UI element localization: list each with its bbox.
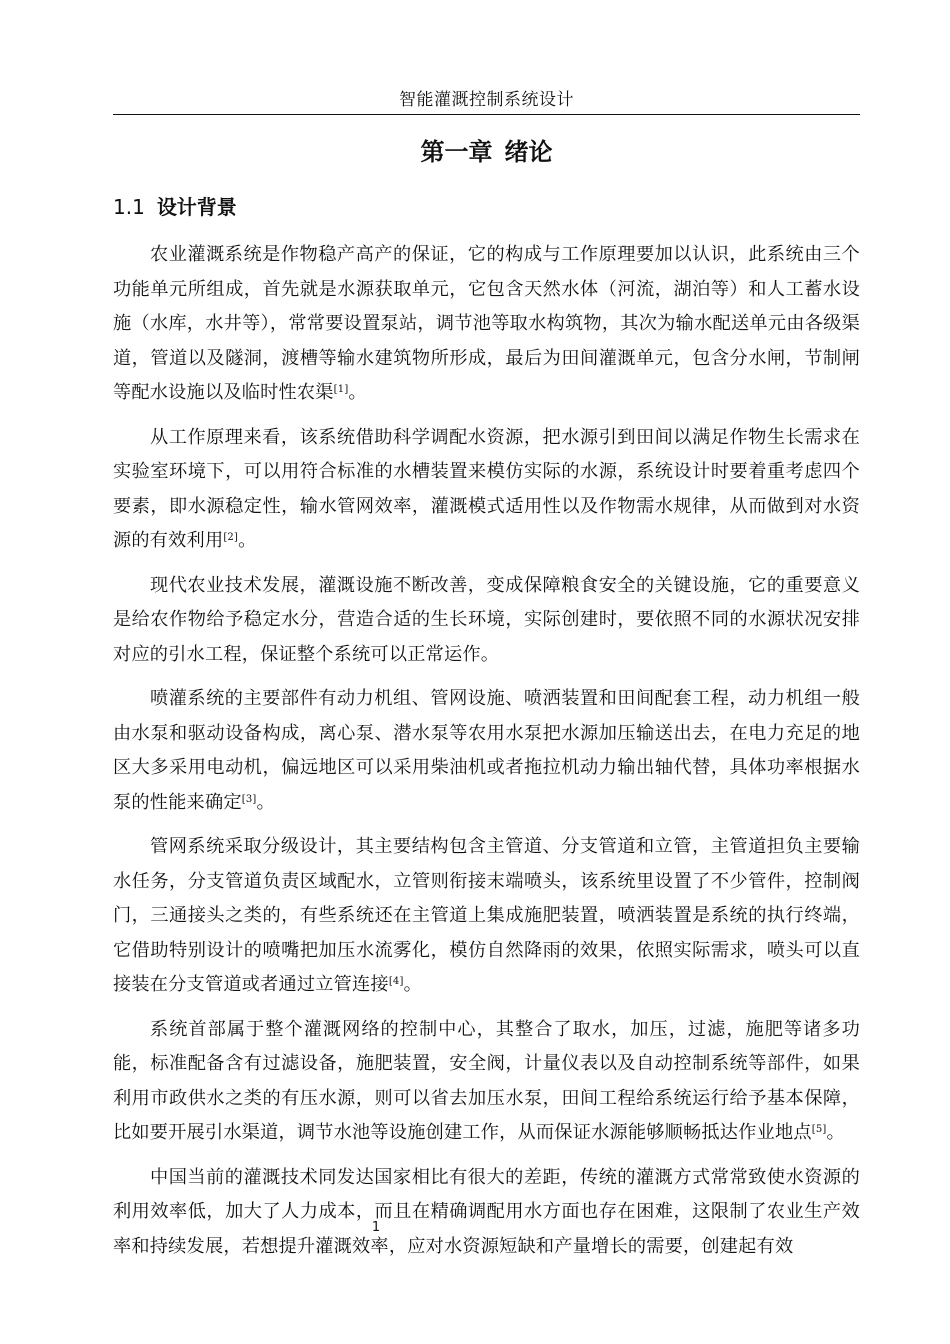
section-number: 1.1 (113, 195, 145, 219)
citation-3: [3] (241, 793, 257, 805)
chapter-name: 绪论 (504, 138, 553, 166)
paragraph-end: 。 (826, 1122, 845, 1143)
chapter-number: 第一章 (420, 138, 493, 166)
paragraph-text: 系统首部属于整个灌溉网络的控制中心，其整合了取水，加压，过滤，施肥等诸多功能，标准配备含有过滤设备，施肥装置，安全阀，计量仪表以及自动控制系统等部件，如果利用市政供水之类的有压水源，则可以省去加压水泵，田间工程给系统运行给予基本保障，比如要开展引水渠道，调节水池等设施创建工作，从而保证水源能够顺畅抵达作业地点 (113, 1018, 860, 1143)
citation-5: [5] (811, 1124, 827, 1135)
paragraph-end: 。 (403, 974, 422, 995)
paragraph-text: 农业灌溉系统是作物稳产高产的保证，它的构成与工作原理要加以认识，此系统由三个功能单元所组成，首先就是水源获取单元，它包含天然水体（河流，湖泊等）和人工蓄水设施（水库，水井等），常常要设置泵站，调节池等取水构筑物，其次为输水配送单元由各级渠道，管道以及隧洞，渡槽等输水建筑物所形成，最后为田间灌溉单元，包含分水闸，节制闸等配水设施以及临时性农渠 (113, 244, 860, 403)
paragraph-end: 。 (238, 530, 257, 551)
paragraph-3 (113, 569, 860, 673)
paragraph-text: 管网系统采取分级设计，其主要结构包含主管道、分支管道和立管，主管道担负主要输水任务，分支管道负责区域配水，立管则衔接末端喷头，该系统里设置了不少管件，控制阀门，三通接头之类的，有些系统还在主管道上集成施肥装置，喷洒装置是系统的执行终端，它借助特别设计的喷嘴把加压水流雾化，模仿自然降雨的效果，依照实际需求，喷头可以直接装在分支管道或者通过立管连接 (113, 836, 860, 995)
section-title-text: 设计背景 (156, 195, 237, 219)
paragraph-6 (113, 1013, 860, 1151)
paragraph-2 (113, 421, 860, 559)
paragraph-text: 从工作原理来看，该系统借助科学调配水资源，把水源引到田间以满足作物生长需求在实验室环境下，可以用符合标准的水槽装置来模仿实际的水源，系统设计时要着重考虑四个要素，即水源稳定性，输水管网效率，灌溉模式适用性以及作物需水规律，从而做到对水资源的有效利用 (113, 426, 860, 551)
paragraph-text: 现代农业技术发展，灌溉设施不断改善，变成保障粮食安全的关键设施，它的重要意义是给农作物给予稳定水分，营造合适的生长环境，实际创建时，要依照不同的水源状况安排对应的引水工程，保证整个系统可以正常运作。 (113, 574, 860, 665)
header-rule (113, 114, 860, 115)
citation-2: [2] (223, 532, 239, 543)
section-heading (113, 191, 237, 223)
page-number: 1 (371, 1220, 381, 1235)
paragraph-text: 喷灌系统的主要部件有动力机组、管网设施、喷洒装置和田间配套工程，动力机组一般由水泵和驱动设备构成，离心泵、潜水泵等农用水泵把水源加压输送出去，在电力充足的地区大多采用电动机，偏远地区可以采用柴油机或者拖拉机动力输出轴代替，具体功率根据水泵的性能来确定 (113, 688, 860, 813)
citation-4: [4] (388, 976, 404, 987)
body-text (113, 238, 860, 1274)
running-header: 智能灌溉控制系统设计 (399, 90, 574, 110)
paragraph-1 (113, 238, 860, 411)
citation-1: [1] (333, 384, 349, 395)
paragraph-4 (113, 682, 860, 820)
chapter-title (113, 134, 860, 170)
paragraph-5 (113, 830, 860, 1003)
paragraph-7 (113, 1161, 860, 1265)
paragraph-text: 中国当前的灌溉技术同发达国家相比有很大的差距，传统的灌溉方式常常致使水资源的利用效率低，加大了人力成本，而且在精确调配用水方面也存在困难，这限制了农业生产效率和持续发展，若想提升灌溉效率，应对水资源短缺和产量增长的需要，创建起有效 (113, 1166, 860, 1257)
paragraph-end: 。 (256, 791, 275, 813)
paragraph-end: 。 (348, 382, 367, 403)
